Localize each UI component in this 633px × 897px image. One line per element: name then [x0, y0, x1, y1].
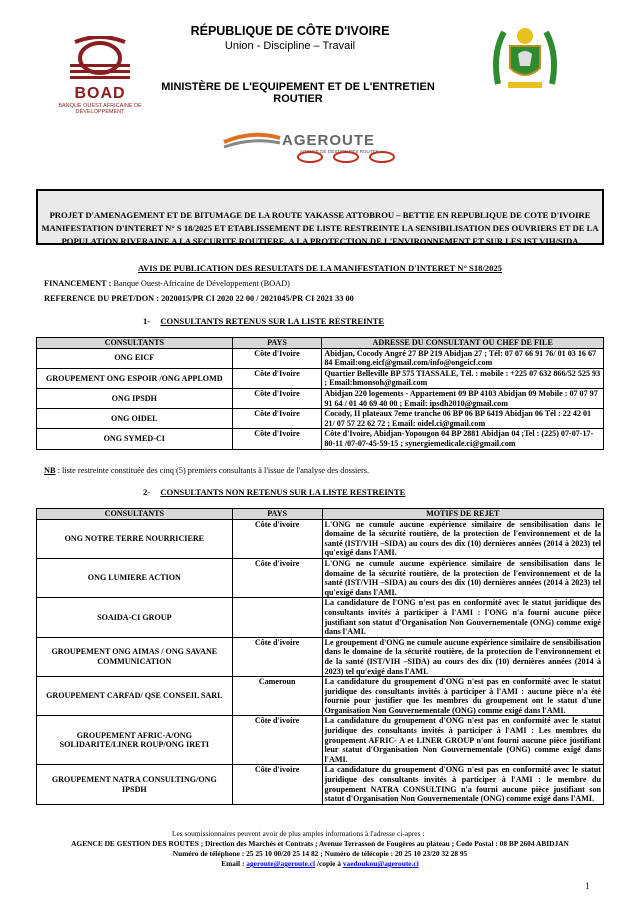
- column-header: MOTIFS DE REJET: [322, 509, 603, 520]
- page-number: 1: [585, 881, 590, 891]
- rejection-reason-cell: La candidature du groupement d'ONG n'est pas en conformité avec le statut juridique des consultants invités à participer à l'AMI : le membre du groupement NATRA CONSULTING n'a fourni aucune pièce justifiant son statut d'Organisation Non Gouvernementale (ONG) comme exigé dans l'AMI.: [322, 765, 603, 804]
- financement-label: FINANCEMENT :: [44, 279, 112, 288]
- project-title-box: [36, 189, 604, 245]
- country-cell: Côte d'Ivoire: [232, 388, 322, 408]
- footer-contact: [36, 829, 604, 869]
- footer-intro: Les soumissionnaires peuvent avoir de plus amples informations à l'adresse ci-apres :: [172, 829, 425, 838]
- footer-email-label: Email :: [221, 859, 245, 868]
- rejection-reason-cell: La candidature du groupement d'ONG n'est pas en conformité avec le statut juridique des consultants invités à participer à l'AMI : aucune pièce n'a été fournie pour justifier que les membres du groupement ont le statut d'une Organisation Non Gouvernementale (ONG) comme exigé dans l'AMI.: [322, 677, 603, 716]
- footer-email-line: [36, 859, 604, 869]
- table-row: [37, 429, 604, 449]
- project-title-line1: PROJET D'AMENAGEMENT ET DE BITUMAGE DE LA ROUTE YAKASSE ATTOBROU – BETTIE EN REPUBLIQUE DE COTE D'IVOIRE: [49, 210, 591, 220]
- country-cell: Côte d'ivoire: [232, 765, 322, 804]
- column-header: PAYS: [232, 509, 322, 520]
- column-header: ADRESSE DU CONSULTANT OU CHEF DE FILE: [322, 338, 604, 349]
- table-row: [37, 368, 604, 388]
- rejection-reason-cell: La candidature de l'ONG n'est pas en conformité avec le statut juridique des consultants invités à participer à l'AMI : l'ONG n'a fourni aucune pièce justifiant son statut d'Organisation Non Gouvernementale (ONG) comme exigé dans l'AMI.: [322, 598, 603, 637]
- financement-line: [44, 279, 290, 288]
- country-cell: Côte d'ivoire: [232, 637, 322, 676]
- address-cell: Abidjan 220 logements - Appartement 09 BP 4103 Abidjan 09 Mobile : 07 07 97 91 64 / 01 40 69 40 00 ; Email: ipsdh2010@gmail.com: [322, 388, 604, 408]
- consultant-name-cell: ONG IPSDH: [37, 388, 233, 408]
- rejected-consultants-table: [36, 508, 604, 805]
- country-cell: [232, 598, 322, 637]
- table-header-row: [37, 338, 604, 349]
- column-header: PAYS: [232, 338, 322, 349]
- table-row: [37, 348, 604, 368]
- table-row: [37, 388, 604, 408]
- table-row: [37, 409, 604, 429]
- ageroute-logo: AGEROUTE AGENCE DE GESTION DES ROUTES: [222, 132, 422, 164]
- table-row: [37, 716, 604, 765]
- country-cell: Côte d'Ivoire: [232, 368, 322, 388]
- footer-address: [36, 839, 604, 849]
- section1-title: CONSULTANTS RETENUS SUR LA LISTE RESTREINTE: [160, 316, 385, 326]
- country-cell: Côte d'ivoire: [232, 519, 322, 558]
- ministry-title: MINISTÈRE DE L'EQUIPEMENT ET DE L'ENTRETIEN ROUTIER: [161, 81, 435, 105]
- table-row: [37, 598, 604, 637]
- financement-value: Banque Ouest-Africaine de Développement (BOAD): [113, 279, 290, 288]
- consultant-name-cell: GROUPEMENT NATRA CONSULTING/ONG IPSDH: [37, 765, 233, 804]
- email-link-ageroute[interactable]: ageroute@ageroute.ci: [246, 859, 316, 868]
- republic-title: RÉPUBLIQUE DE CÔTE D'IVOIRE: [190, 24, 390, 38]
- rejection-reason-cell: L'ONG ne cumule aucune expérience similaire de sensibilisation dans le domaine de la sécurité routière, de la protection de l'environnement et de la santé (IST/VIH –SIDA) au cours des dix (10) dernières années (2014 à 2023) tel qu'exigé dans l'AMI.: [322, 519, 603, 558]
- retained-consultants-table: [36, 337, 604, 450]
- table-row: [37, 677, 604, 716]
- column-header: CONSULTANTS: [37, 338, 233, 349]
- section1-number: 1-: [143, 316, 151, 326]
- project-title-line2: MANIFESTATION D'INTERET N° S 18/2025 ET ETABLISSEMENT DE LISTE RESTREINTE LA SENSIBILISATION DES OUVRIERS ET DE LA POPULATION RIVERAINE A LA SECURITE ROUTIERE, A LA PROTECTION DE L'ENVIRONNEMENT ET SUR LES IST VIH/SIDA: [41, 223, 599, 246]
- country-cell: Côte d'Ivoire: [232, 409, 322, 429]
- consultant-name-cell: ONG EICF: [37, 348, 233, 368]
- footer-phone: Numéro de téléphone : 25 25 10 00/20 25 14 82 ; Numéro de télécopie : 20 25 10 23/20 32 28 95: [172, 849, 468, 858]
- rejection-reason-cell: La candidature du groupement d'ONG n'est pas en conformité avec le statut juridique des consultants invités à participer à l'AMI : Les membres du groupement AFRIC- A et LINER GROUP n'ont fourni aucune pièce justifiant leur statut d'Organisation Non Gouvernementale (ONG) comme exigé dans l'AMI.: [322, 716, 603, 765]
- column-header: CONSULTANTS: [37, 509, 233, 520]
- national-motto: Union - Discipline – Travail: [224, 40, 356, 52]
- consultant-name-cell: ONG LUMIERE ACTION: [37, 558, 233, 597]
- section1-heading: [143, 316, 384, 326]
- address-cell: Abidjan, Cocody Angré 27 BP 219 Abidjan 27 ; Tél: 07 07 66 91 76/ 01 03 16 67 84 Email:ong.eicf@gmail.com/info@ongeicf.com: [322, 348, 604, 368]
- section2-title: CONSULTANTS NON RETENUS SUR LA LISTE RESTREINTE: [160, 487, 406, 497]
- country-cell: Cameroun: [232, 677, 322, 716]
- consultant-name-cell: GROUPEMENT CARFAD/ QSE CONSEIL SARL: [37, 677, 233, 716]
- consultant-name-cell: GROUPEMENT ONG ESPOIR /ONG APPLOMD: [37, 368, 233, 388]
- consultant-name-cell: GROUPEMENT AFRIC-A/ONG SOLIDARITE/LINER ROUP/ONG IRETI: [37, 716, 233, 765]
- table-row: [37, 558, 604, 597]
- table-row: [37, 765, 604, 804]
- ageroute-badges-icon: [296, 150, 406, 162]
- avis-title: AVIS DE PUBLICATION DES RESULTATS DE LA MANIFESTATION D'INTERET N° S18/2025: [138, 263, 502, 273]
- nb-note: [44, 466, 369, 475]
- address-cell: Côte d'Ivoire, Abidjan-Yopougon 04 BP 2881 Abidjan 04 ;Tel : (225) 07-07-17-80-11 /07-07-45-59-15 ; synergiemedicale.ci@gmail.com: [322, 429, 604, 449]
- section2-heading: [143, 487, 405, 497]
- address-cell: Quartier Belleville BP 575 TIASSALE, Tél. : mobile : +225 07 632 866/52 525 93 ; Email:hmonsoh@gmail.com: [322, 368, 604, 388]
- footer-agency: AGENCE DE GESTION DES ROUTES ;: [71, 839, 204, 848]
- reference-line: [44, 294, 354, 303]
- reference-label: REFERENCE DU PRET/DON :: [44, 294, 160, 303]
- nb-text: : liste restreinte constituée des cinq (5) premiers consultants à l'issue de l'analyse des dossiers.: [57, 466, 370, 475]
- consultant-name-cell: ONG OIDEL: [37, 409, 233, 429]
- coat-of-arms-emblem: [490, 24, 560, 94]
- consultant-name-cell: GROUPEMENT ONG AIMAS / ONG SAVANE COMMUNICATION: [37, 637, 233, 676]
- republic-header: [170, 24, 410, 52]
- address-cell: Cocody, II plateaux 7eme tranche 06 BP 06 BP 6419 Abidjan 06 Tél : 22 42 01 21/ 07 57 22 62 72 ; Email: oidel.ci@gmail.com: [322, 409, 604, 429]
- section2-number: 2-: [143, 487, 151, 497]
- rejection-reason-cell: Le groupement d'ONG ne cumule aucune expérience similaire de sensibilisation dans le domaine de la sécurité routière, de la protection de l'environnement et de la santé (IST/VIH –SIDA) au cours des dix (10) dernières années (2014 à 2023) tel qu'exigé dans l'AMI.: [322, 637, 603, 676]
- footer-email-mid: /copie à: [316, 859, 341, 868]
- country-cell: Côte d'ivoire: [232, 558, 322, 597]
- table-row: [37, 637, 604, 676]
- email-link-copy[interactable]: vaedoukou@ageroute.ci: [342, 859, 419, 868]
- country-cell: Côte d'ivoire: [232, 716, 322, 765]
- nb-label: NB: [44, 466, 56, 475]
- reference-value: 2020015/PR CI 2020 22 00 / 2021045/PR CI 2021 33 00: [161, 294, 354, 303]
- boad-logo: BOAD BANQUE OUEST AFRICAINE DE DÉVELOPPEMENT: [55, 36, 145, 116]
- country-cell: Côte d'Ivoire: [232, 348, 322, 368]
- country-cell: Côte d'Ivoire: [232, 429, 322, 449]
- consultant-name-cell: SOAIDA-CI GROUP: [37, 598, 233, 637]
- footer-address-rest: Direction des Marchés et Contrats ; Avenue Terrasson de Fougères au plateau ; Code Postal : 08 BP 2604 ABIDJAN: [205, 839, 569, 848]
- table-row: [37, 519, 604, 558]
- consultant-name-cell: ONG NOTRE TERRE NOURRICIERE: [37, 519, 233, 558]
- table-header-row: [37, 509, 604, 520]
- rejection-reason-cell: L'ONG ne cumule aucune expérience similaire de sensibilisation dans le domaine de la sécurité routière, de la protection de l'environnement et de la santé (IST/VIH –SIDA) au cours des dix (10) dernières années (2014 à 2023) tel qu'exigé dans l'AMI.: [322, 558, 603, 597]
- consultant-name-cell: ONG SYMED-CI: [37, 429, 233, 449]
